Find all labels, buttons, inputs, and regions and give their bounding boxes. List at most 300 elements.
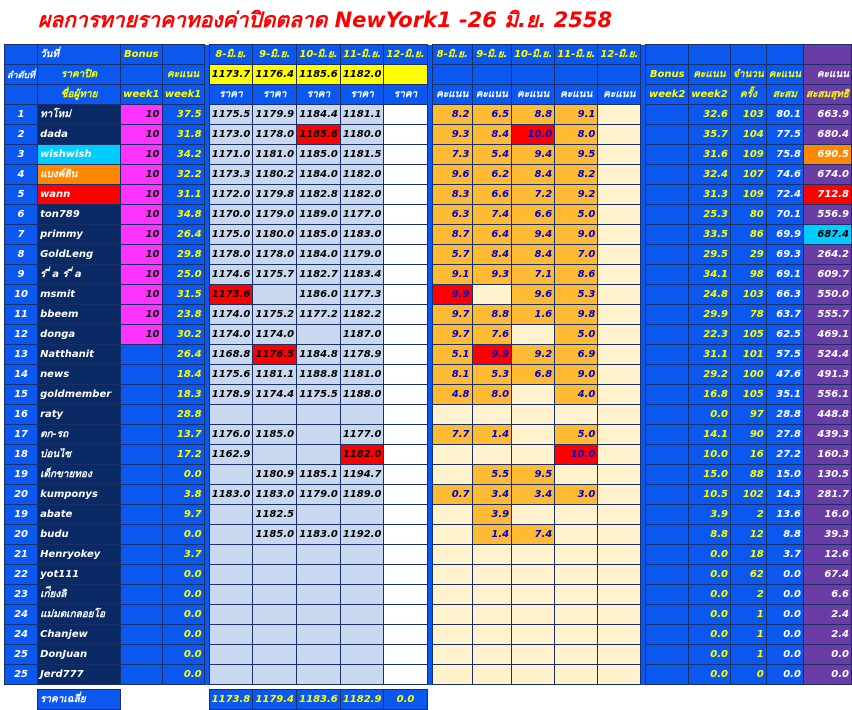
spacer [472, 690, 512, 710]
guess-price [340, 665, 384, 685]
header-price-0: ราคา [209, 85, 253, 105]
table-row [5, 285, 852, 305]
spacer [512, 690, 555, 710]
table-row [5, 565, 852, 585]
bonus2-value [646, 585, 688, 605]
row-index: 14 [5, 365, 38, 385]
guess-count: 29 [730, 245, 766, 265]
guess-count: 103 [730, 105, 766, 125]
guess-price: 1186.0 [297, 285, 341, 305]
day-score [472, 285, 512, 305]
table-row [5, 665, 852, 685]
table-row [5, 445, 852, 465]
row-index: 22 [5, 565, 38, 585]
guess-price [297, 545, 341, 565]
day-score: 8.7 [432, 225, 472, 245]
player-name: แบงค์ลิน [38, 165, 121, 185]
bonus2-value [646, 385, 688, 405]
row-index: 7 [5, 225, 38, 245]
day-score [598, 625, 641, 645]
guess-count: 109 [730, 145, 766, 165]
row-index: 3 [5, 145, 38, 165]
guess-price: 1179.9 [253, 105, 297, 125]
guess-price [209, 405, 253, 425]
accum-score: 3.7 [766, 545, 803, 565]
player-name: msmit [38, 285, 121, 305]
guess-price: 1185.0 [253, 525, 297, 545]
accum-score: 69.1 [766, 265, 803, 285]
day-score: 5.0 [555, 425, 598, 445]
week2-score: 31.3 [688, 185, 730, 205]
day-score: 5.7 [432, 245, 472, 265]
guess-price: 1182.2 [340, 305, 384, 325]
guess-price: 1183.0 [209, 485, 253, 505]
row-index: 19 [5, 465, 38, 485]
header-week1b: week1 [162, 85, 204, 105]
day-score: 6.3 [432, 205, 472, 225]
player-name: donga [38, 325, 121, 345]
day-score [512, 585, 555, 605]
row-index: 15 [5, 385, 38, 405]
guess-price: 1180.0 [253, 225, 297, 245]
close-price-2: 1185.6 [297, 65, 341, 85]
net-total: 690.5 [803, 145, 851, 165]
guess-price: 1175.7 [253, 265, 297, 285]
row-index: 25 [5, 645, 38, 665]
guess-count: 2 [730, 585, 766, 605]
net-total: 712.8 [803, 185, 851, 205]
player-name: wishwish [38, 145, 121, 165]
week1-score: 18.3 [162, 385, 204, 405]
day-score [598, 165, 641, 185]
player-name: wann [38, 185, 121, 205]
guess-price [209, 565, 253, 585]
bonus-value: 10 [121, 145, 162, 165]
spacer [803, 690, 851, 710]
week2-score: 35.7 [688, 125, 730, 145]
day-score [598, 665, 641, 685]
spacer [5, 690, 38, 710]
bonus2-value [646, 345, 688, 365]
bonus-value [121, 625, 162, 645]
day-score [512, 425, 555, 445]
week1-score: 3.8 [162, 485, 204, 505]
day-score [598, 605, 641, 625]
header-blank [162, 45, 204, 65]
accum-score: 8.8 [766, 525, 803, 545]
guess-price: 1182.5 [253, 505, 297, 525]
day-score [598, 445, 641, 465]
guess-count: 80 [730, 205, 766, 225]
spacer [555, 690, 598, 710]
guess-price: 1180.0 [340, 125, 384, 145]
net-total: 264.2 [803, 245, 851, 265]
bonus-value [121, 665, 162, 685]
player-name: goldmember [38, 385, 121, 405]
table-row [5, 125, 852, 145]
table-row [5, 245, 852, 265]
accum-score: 0.0 [766, 605, 803, 625]
day-score: 9.1 [555, 105, 598, 125]
day-score: 9.9 [432, 285, 472, 305]
player-name: Natthanit [38, 345, 121, 365]
guess-price: 1185.6 [297, 125, 341, 145]
day-score [598, 485, 641, 505]
table-row [5, 325, 852, 345]
bonus-value: 10 [121, 265, 162, 285]
week1-score: 31.1 [162, 185, 204, 205]
day-score: 7.2 [512, 185, 555, 205]
header-blank [766, 45, 803, 65]
week1-score: 9.7 [162, 505, 204, 525]
day-score: 9.0 [555, 225, 598, 245]
player-name: raty [38, 405, 121, 425]
week2-score: 0.0 [688, 625, 730, 645]
bonus2-value [646, 425, 688, 445]
guess-price [297, 325, 341, 345]
header-net: สะสมสุทธิ [803, 85, 851, 105]
row-index: 6 [5, 205, 38, 225]
guess-price [384, 125, 427, 145]
player-name: DonJuan [38, 645, 121, 665]
guess-price [384, 325, 427, 345]
header-score-date-1: 9-มิ.ย. [472, 45, 512, 65]
bonus-value [121, 605, 162, 625]
guess-count: 105 [730, 325, 766, 345]
day-score [472, 645, 512, 665]
bonus-value [121, 385, 162, 405]
table-row [5, 425, 852, 445]
day-score [512, 325, 555, 345]
guess-price: 1174.0 [253, 325, 297, 345]
week2-score: 0.0 [688, 405, 730, 425]
guess-price: 1183.0 [340, 225, 384, 245]
guess-price [340, 405, 384, 425]
day-score: 9.5 [555, 145, 598, 165]
net-total: 524.4 [803, 345, 851, 365]
net-total: 160.3 [803, 445, 851, 465]
row-index: 8 [5, 245, 38, 265]
accum-score: 28.8 [766, 405, 803, 425]
week1-score: 32.2 [162, 165, 204, 185]
guess-count: 109 [730, 185, 766, 205]
header-bonus2: Bonus [646, 65, 688, 85]
header-price-4: ราคา [384, 85, 427, 105]
accum-score: 69.9 [766, 225, 803, 245]
guess-price [209, 645, 253, 665]
day-score [598, 285, 641, 305]
guess-price: 1178.0 [253, 125, 297, 145]
bonus-value: 10 [121, 165, 162, 185]
net-total: 439.3 [803, 425, 851, 445]
accum-score: 0.0 [766, 625, 803, 645]
bonus-value [121, 645, 162, 665]
bonus2-value [646, 625, 688, 645]
header-row-names [5, 85, 852, 105]
guess-price: 1182.0 [340, 445, 384, 465]
guess-price: 1179.0 [340, 245, 384, 265]
day-score: 10.0 [555, 445, 598, 465]
guess-price [384, 345, 427, 365]
header-accum: สะสม [766, 85, 803, 105]
day-score [512, 405, 555, 425]
day-score [598, 245, 641, 265]
average-price-3: 1182.9 [340, 690, 384, 710]
accum-score: 0.0 [766, 565, 803, 585]
header-bonus: Bonus [121, 45, 162, 65]
player-name: bbeem [38, 305, 121, 325]
row-index: 25 [5, 665, 38, 685]
row-index: 20 [5, 525, 38, 545]
week1-score: 3.7 [162, 545, 204, 565]
row-index: 1 [5, 105, 38, 125]
table-row [5, 365, 852, 385]
table-row [5, 345, 852, 365]
day-score [598, 305, 641, 325]
header-blank [688, 45, 730, 65]
day-score: 7.4 [472, 205, 512, 225]
week1-score: 0.0 [162, 525, 204, 545]
day-score: 3.9 [472, 505, 512, 525]
bonus2-value [646, 405, 688, 425]
guess-price: 1176.0 [209, 425, 253, 445]
accum-score: 14.3 [766, 485, 803, 505]
week1-score: 26.4 [162, 345, 204, 365]
day-score [512, 545, 555, 565]
guess-count: 18 [730, 545, 766, 565]
day-score: 6.9 [555, 345, 598, 365]
guess-price [384, 285, 427, 305]
guess-price: 1189.0 [297, 205, 341, 225]
bonus2-value [646, 565, 688, 585]
spacer [598, 690, 641, 710]
accum-score: 70.1 [766, 205, 803, 225]
guess-price [384, 625, 427, 645]
day-score: 7.1 [512, 265, 555, 285]
spacer [730, 690, 766, 710]
header-date-3: 11-มิ.ย. [340, 45, 384, 65]
average-price-4: 0.0 [384, 690, 427, 710]
week1-score: 28.8 [162, 405, 204, 425]
header-score-date-0: 8-มิ.ย. [432, 45, 472, 65]
accum-score: 66.3 [766, 285, 803, 305]
guess-price [253, 585, 297, 605]
week2-score: 0.0 [688, 645, 730, 665]
day-score [598, 125, 641, 145]
row-index: 17 [5, 425, 38, 445]
guess-count: 1 [730, 605, 766, 625]
day-score [472, 585, 512, 605]
table-row [5, 625, 852, 645]
week1-score: 0.0 [162, 565, 204, 585]
player-name: เก่ียงลิ [38, 585, 121, 605]
guess-price [384, 425, 427, 445]
player-name: Jerd777 [38, 665, 121, 685]
guess-price [209, 585, 253, 605]
day-score [432, 405, 472, 425]
day-score [598, 465, 641, 485]
net-total: 2.4 [803, 605, 851, 625]
bonus-value [121, 425, 162, 445]
day-score: 3.0 [555, 485, 598, 505]
net-total: 6.6 [803, 585, 851, 605]
guess-price [384, 445, 427, 465]
day-score: 9.4 [512, 225, 555, 245]
accum-score: 0.0 [766, 645, 803, 665]
spacer [766, 690, 803, 710]
player-name: primmy [38, 225, 121, 245]
accum-score: 74.6 [766, 165, 803, 185]
footer-average-row [5, 690, 852, 710]
day-score [432, 525, 472, 545]
header-date-label: วันที่ [38, 45, 121, 65]
guess-count: 0 [730, 665, 766, 685]
accum-score: 0.0 [766, 665, 803, 685]
guess-price [209, 625, 253, 645]
day-score [555, 645, 598, 665]
day-score: 9.3 [432, 125, 472, 145]
header-price-1: ราคา [253, 85, 297, 105]
day-score: 8.4 [512, 245, 555, 265]
net-total: 0.0 [803, 645, 851, 665]
day-score: 9.6 [432, 165, 472, 185]
net-total: 469.1 [803, 325, 851, 345]
day-score: 5.0 [555, 325, 598, 345]
week2-score: 31.1 [688, 345, 730, 365]
guess-price [253, 545, 297, 565]
day-score: 6.4 [472, 225, 512, 245]
guess-price [253, 285, 297, 305]
header-week2: week2 [646, 85, 688, 105]
guess-price: 1175.6 [209, 365, 253, 385]
header-score-date-3: 11-มิ.ย. [555, 45, 598, 65]
day-score [432, 665, 472, 685]
guess-price [384, 565, 427, 585]
bonus2-value [646, 485, 688, 505]
day-score [555, 465, 598, 485]
week2-score: 3.9 [688, 505, 730, 525]
guess-price: 1177.3 [340, 285, 384, 305]
guess-price [384, 365, 427, 385]
spacer [432, 690, 472, 710]
guess-price: 1177.2 [297, 305, 341, 325]
week1-score: 25.0 [162, 265, 204, 285]
header-score-net: คะแนน [803, 65, 851, 85]
player-name: kumponys [38, 485, 121, 505]
bonus2-value [646, 665, 688, 685]
week2-score: 0.0 [688, 545, 730, 565]
week1-score: 31.8 [162, 125, 204, 145]
header-score2: คะแนน [688, 65, 730, 85]
guess-price [384, 545, 427, 565]
day-score: 8.4 [472, 125, 512, 145]
bonus2-value [646, 245, 688, 265]
day-score [598, 325, 641, 345]
close-price-1: 1176.4 [253, 65, 297, 85]
guess-price [297, 405, 341, 425]
day-score [432, 505, 472, 525]
guess-price: 1185.0 [253, 425, 297, 445]
page-title: ผลการทายราคาทองค่าปิดตลาด NewYork1 -26 มิ.ย. 2558 [38, 8, 613, 32]
day-score: 5.1 [432, 345, 472, 365]
header-date-0: 8-มิ.ย. [209, 45, 253, 65]
player-name: ton789 [38, 205, 121, 225]
guess-price: 1181.1 [253, 365, 297, 385]
guess-price: 1182.0 [340, 185, 384, 205]
week1-score: 0.0 [162, 465, 204, 485]
guess-price: 1181.0 [340, 365, 384, 385]
guess-price [253, 565, 297, 585]
day-score [472, 445, 512, 465]
average-price-2: 1183.6 [297, 690, 341, 710]
week1-score: 0.0 [162, 585, 204, 605]
day-score [598, 105, 641, 125]
guess-price [384, 245, 427, 265]
bonus2-value [646, 145, 688, 165]
guess-price: 1179.0 [253, 205, 297, 225]
guess-price: 1188.8 [297, 365, 341, 385]
week1-score: 0.0 [162, 665, 204, 685]
guess-price: 1182.0 [340, 165, 384, 185]
guess-price [384, 605, 427, 625]
close-price-3: 1182.0 [340, 65, 384, 85]
guess-price [209, 605, 253, 625]
accum-score: 62.5 [766, 325, 803, 345]
guess-price [297, 425, 341, 445]
table-row [5, 265, 852, 285]
row-index: 24 [5, 605, 38, 625]
bonus2-value [646, 525, 688, 545]
guess-price: 1173.6 [209, 285, 253, 305]
net-total: 448.8 [803, 405, 851, 425]
player-name: Henryokey [38, 545, 121, 565]
day-score [598, 145, 641, 165]
bonus2-value [646, 185, 688, 205]
guess-price [253, 605, 297, 625]
bonus-value [121, 505, 162, 525]
guess-count: 12 [730, 525, 766, 545]
guess-price [297, 605, 341, 625]
net-total: 674.0 [803, 165, 851, 185]
table-row [5, 405, 852, 425]
day-score [432, 465, 472, 485]
header-score-1: คะแนน [472, 85, 512, 105]
day-score [512, 505, 555, 525]
guess-price [384, 385, 427, 405]
guess-count: 2 [730, 505, 766, 525]
player-name: บ่อนไซ [38, 445, 121, 465]
table-row [5, 605, 852, 625]
bonus-value [121, 565, 162, 585]
day-score: 9.5 [512, 465, 555, 485]
bonus-value: 10 [121, 185, 162, 205]
bonus2-value [646, 105, 688, 125]
week1-score: 29.8 [162, 245, 204, 265]
guess-price [340, 545, 384, 565]
guess-price [384, 305, 427, 325]
bonus2-value [646, 365, 688, 385]
day-score [598, 345, 641, 365]
guess-price: 1183.0 [297, 525, 341, 545]
guess-price [384, 645, 427, 665]
bonus2-value [646, 325, 688, 345]
row-index: 5 [5, 185, 38, 205]
bonus-value [121, 405, 162, 425]
day-score: 8.4 [472, 245, 512, 265]
bonus2-value [646, 445, 688, 465]
guess-count: 62 [730, 565, 766, 585]
net-total: 680.4 [803, 125, 851, 145]
